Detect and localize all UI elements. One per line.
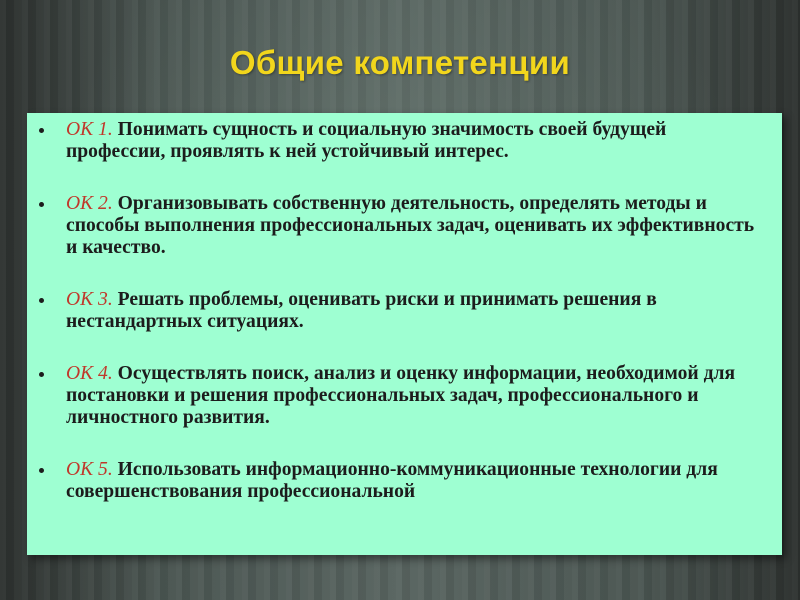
list-item-ok2 xyxy=(39,193,762,259)
bullet-icon xyxy=(39,372,44,377)
list-item-ok3 xyxy=(39,289,762,333)
competency-code: ОК 1. xyxy=(66,119,118,140)
list-item-ok1 xyxy=(39,119,762,163)
competency-text: Понимать сущность и социальную значимость своей будущей профессии, проявлять к ней устойчивый интерес. xyxy=(66,119,667,162)
slide-title: Общие компетенции xyxy=(229,44,571,81)
competency-list xyxy=(27,113,782,555)
list-item-ok5 xyxy=(39,459,762,503)
competency-code: ОК 3. xyxy=(66,289,118,310)
competency-text: Решать проблемы, оценивать риски и принимать решения в нестандартных ситуациях. xyxy=(66,289,657,332)
competency-text: Осуществлять поиск, анализ и оценку информации, необходимой для постановки и решения профессиональных задач, профессионального и личностного развития. xyxy=(66,363,736,428)
competency-code: ОК 4. xyxy=(66,363,118,384)
competency-code: ОК 5. xyxy=(66,459,118,480)
bullet-icon xyxy=(39,202,44,207)
competency-text: Организовывать собственную деятельность, определять методы и способы выполнения профессиональных задач, оценивать их эффективность и качество. xyxy=(66,193,755,258)
bullet-icon xyxy=(39,298,44,303)
bullet-icon xyxy=(39,468,44,473)
list-item-ok4 xyxy=(39,363,762,429)
competency-code: ОК 2. xyxy=(66,193,118,214)
bullet-icon xyxy=(39,128,44,133)
competency-text: Использовать информационно-коммуникационные технологии для совершенствования профессиональной xyxy=(66,459,718,502)
